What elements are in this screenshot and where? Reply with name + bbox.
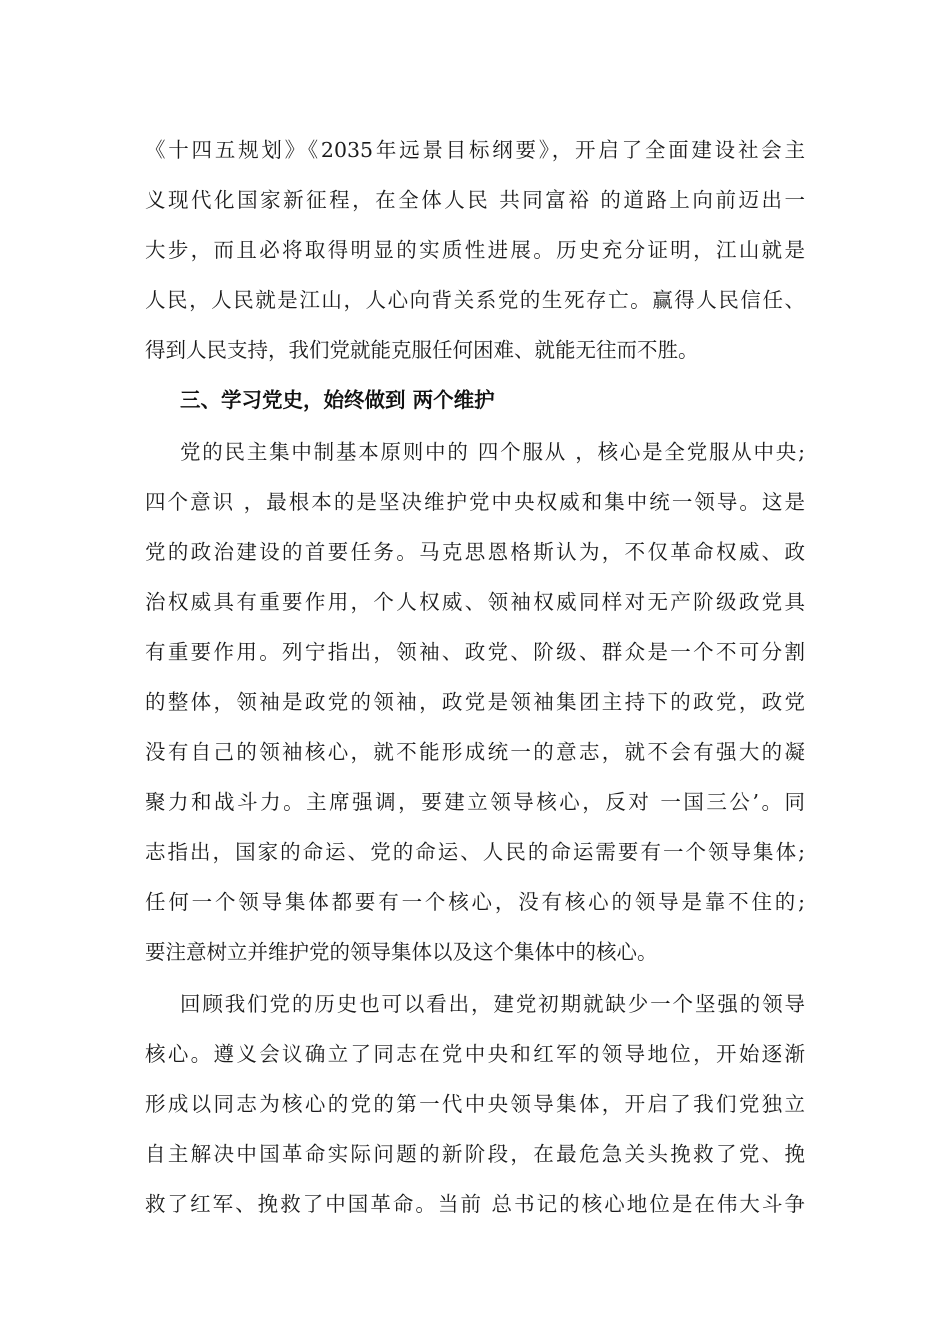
body-text-line: 有重要作用。列宁指出，领袖、政党、阶级、群众是一个不可分割	[145, 640, 805, 664]
body-text-line: 志指出，国家的命运、党的命运、人民的命运需要有一个领导集体;	[145, 840, 805, 864]
body-text-line: 没有自己的领袖核心，就不能形成统一的意志，就不会有强大的凝	[145, 740, 805, 764]
body-text-line: 人民，人民就是江山，人心向背关系党的生死存亡。赢得人民信任、	[145, 288, 805, 312]
section-heading: 三、学习党史，始终做到 两个维护	[180, 388, 495, 412]
body-text-line: 义现代化国家新征程，在全体人民 共同富裕 的道路上向前迈出一	[145, 188, 805, 212]
body-text-line: 聚力和战斗力。主席强调，要建立领导核心，反对 一国三公’。同	[145, 790, 805, 814]
body-text-line: 自主解决中国革命实际问题的新阶段，在最危急关头挽救了党、挽	[145, 1142, 805, 1166]
body-text-line: 得到人民支持，我们党就能克服任何困难、就能无往而不胜。	[145, 338, 699, 362]
body-text-line: 形成以同志为核心的党的第一代中央领导集体，开启了我们党独立	[145, 1092, 805, 1116]
body-text-line: 治权威具有重要作用，个人权威、领袖权威同样对无产阶级政党具	[145, 590, 805, 614]
paragraph-first-line: 党的民主集中制基本原则中的 四个服从 ，核心是全党服从中央;	[180, 440, 805, 464]
body-text-line: 党的政治建设的首要任务。马克思恩格斯认为，不仅革命权威、政	[145, 540, 805, 564]
body-text-line: 要注意树立并维护党的领导集体以及这个集体中的核心。	[145, 940, 658, 964]
paragraph-first-line: 回顾我们党的历史也可以看出，建党初期就缺少一个坚强的领导	[180, 992, 805, 1016]
body-text-line: 《十四五规划》《2035年远景目标纲要》，开启了全面建设社会主	[145, 138, 805, 162]
body-text-line: 的整体，领袖是政党的领袖，政党是领袖集团主持下的政党，政党	[145, 690, 805, 714]
body-text-line: 任何一个领导集体都要有一个核心，没有核心的领导是靠不住的;	[145, 890, 805, 914]
body-text-line: 核心。遵义会议确立了同志在党中央和红军的领导地位，开始逐渐	[145, 1042, 805, 1066]
body-text-line: 救了红军、挽救了中国革命。当前 总书记的核心地位是在伟大斗争	[145, 1192, 805, 1216]
body-text-line: 四个意识 ，最根本的是坚决维护党中央权威和集中统一领导。这是	[145, 490, 805, 514]
body-text-line: 大步，而且必将取得明显的实质性进展。历史充分证明，江山就是	[145, 238, 805, 262]
